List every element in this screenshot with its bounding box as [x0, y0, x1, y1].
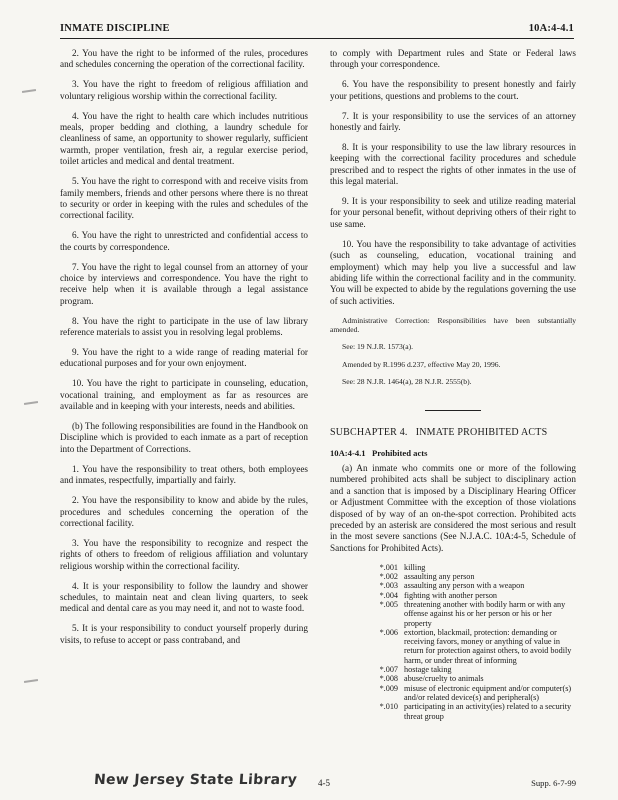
list-item	[356, 572, 576, 581]
subchapter-heading: SUBCHAPTER 4. INMATE PROHIBITED ACTS	[330, 427, 548, 439]
section-paragraph: (a) An inmate who commits one or more of the following numbered prohibited acts shall be subject to disciplinary action and a sanction that is imposed by a Disciplinary Hearing Officer or Adjustment Committee with the exception of those violations disposed of by way of an on-the-spot correction. Prohibited acts preceded by an asterisk are considered the most serious and result in the most severe sanctions (See N.J.A.C. 10A:4-5, Schedule of Sanctions for Prohibited Acts).	[330, 463, 576, 553]
list-item	[356, 665, 576, 674]
act-code: *.006	[379, 627, 398, 637]
act-description: hostage taking	[404, 665, 452, 675]
page-footer	[60, 772, 576, 794]
right-column	[330, 48, 576, 721]
paragraph-continuation: to comply with Department rules and State or Federal laws through your correspondence.	[330, 48, 576, 70]
act-code: *.008	[379, 674, 398, 684]
paragraph: 2. You have the right to be informed of the rules, procedures and schedules concerning the operation of the correctional facility.	[60, 48, 308, 70]
paragraph: 10. You have the right to participate in counseling, education, vocational training, and employment as far as resources are available and in keeping with your interests, needs and abilities.	[60, 378, 308, 412]
act-description: fighting with another person	[404, 590, 498, 600]
act-description: misuse of electronic equipment and/or computer(s) and/or related device(s) and peripheral(s)	[404, 683, 572, 702]
header-section-number: 10A:4-4.1	[528, 23, 574, 34]
act-description: assaulting any person	[404, 572, 475, 582]
act-description: extortion, blackmail, protection: demanding or receiving favors, money or anything of value in return for protection against others, to avoid bodily harm, or under threat of informing	[404, 627, 572, 665]
margin-mark	[24, 679, 38, 683]
list-item	[356, 674, 576, 683]
running-header	[60, 22, 574, 39]
paragraph: 8. You have the right to participate in the use of law library reference materials to assist you in resolving legal problems.	[60, 315, 308, 338]
act-description: assaulting any person with a weapon	[404, 581, 525, 591]
list-item	[356, 581, 576, 590]
list-item	[356, 702, 576, 721]
paragraph: (b) The following responsibilities are found in the Handbook on Discipline which is provided to each inmate as a part of reception into the Department of Corrections.	[60, 421, 308, 454]
paragraph: 6. You have the responsibility to present honestly and fairly your petitions, questions and problems to the court.	[330, 79, 576, 101]
history-note: Amended by R.1996 d.237, effective May 20, 1996.	[342, 359, 501, 369]
margin-mark	[22, 89, 36, 93]
list-item	[356, 591, 576, 600]
paragraph: 9. You have the right to a wide range of reading material for educational purposes and for your own enjoyment.	[60, 347, 308, 369]
list-item	[356, 684, 576, 703]
paragraph: 8. It is your responsibility to use the law library resources in keeping with the correctional facility procedures and schedule prescribed and to respect the rights of other inmates in the use of this legal material.	[330, 141, 576, 187]
paragraph: 10. You have the responsibility to take advantage of activities (such as counseling, education, vocational training and employment) which may help you live a successful and law abiding life within the correctional facility and in the community. You will be expected to abide by the regulations governing the use of such activities.	[330, 238, 576, 306]
header-chapter-title: INMATE DISCIPLINE	[60, 23, 170, 34]
paragraph: 2. You have the responsibility to know and abide by the rules, procedures and schedules concerning the operation of the correctional facility.	[60, 495, 308, 528]
act-description: threatening another with bodily harm or with any offense against his or her person or his or her property	[404, 599, 566, 628]
supplement-date: Supp. 6-7-99	[531, 778, 576, 788]
paragraph: 7. It is your responsibility to use the services of an attorney honestly and fairly.	[330, 110, 576, 133]
history-note: Administrative Correction: Responsibilities have been substantially amended.	[330, 315, 576, 334]
paragraph: 3. You have the right to freedom of religious affiliation and voluntary religious worship within the correctional facility.	[60, 79, 308, 101]
paragraph: 4. You have the right to health care which includes nutritious meals, proper bedding and clothing, a laundry schedule for cleanliness of same, an opportunity to shower regularly, sufficient warmth, proper ventilation, fresh air, a regular exercise period, toilet articles and medical and dental treatment.	[60, 110, 308, 167]
paragraph: 5. It is your responsibility to conduct yourself properly during visits, to refuse to accept or pass contraband, and	[60, 623, 308, 645]
paragraph: 1. You have the responsibility to treat others, both employees and inmates, respectfully, impartially and fairly.	[60, 463, 308, 486]
paragraph: 4. It is your responsibility to follow the laundry and shower schedules, to maintain neat and clean living quarters, to seek medical and dental care as you may need it, and not to waste food.	[60, 580, 308, 614]
act-description: killing	[404, 562, 426, 572]
history-note: See: 28 N.J.R. 1464(a), 28 N.J.R. 2555(b).	[342, 377, 472, 387]
act-code: *.009	[379, 683, 398, 693]
paragraph: 5. You have the right to correspond with and receive visits from family members, friends and other persons where there is no threat to security or order in keeping with the rules and schedules of the correctional facility.	[60, 176, 308, 221]
section-divider	[425, 410, 481, 411]
left-column	[60, 48, 308, 655]
act-code: *.003	[379, 581, 398, 591]
act-code: *.005	[379, 599, 398, 609]
act-description: abuse/cruelty to animals	[404, 674, 484, 684]
margin-mark	[24, 401, 38, 405]
page-number: 4-5	[318, 778, 330, 788]
act-description: participating in an activity(ies) related to a security threat group	[404, 702, 572, 721]
act-code: *.002	[379, 572, 398, 582]
paragraph: 9. It is your responsibility to seek and utilize reading material for your personal benefit, without depriving others of their right to use same.	[330, 196, 576, 229]
library-stamp-logo: New Jersey State Library	[93, 772, 298, 788]
history-note: See: 19 N.J.R. 1573(a).	[342, 342, 414, 352]
list-item	[356, 563, 576, 572]
paragraph: 7. You have the right to legal counsel from an attorney of your choice by interviews and correspondence. You have the right to receive help when it is available through a legal assistance program.	[60, 261, 308, 306]
paragraph: 6. You have the right to unrestricted and confidential access to the courts by correspondence.	[60, 230, 308, 252]
section-heading: 10A:4-4.1 Prohibited acts	[330, 447, 428, 458]
act-code: *.010	[379, 702, 398, 712]
list-item	[356, 600, 576, 628]
act-code: *.007	[379, 665, 398, 675]
act-code: *.001	[379, 562, 398, 572]
history-notes	[330, 316, 576, 387]
list-item	[356, 628, 576, 665]
paragraph: 3. You have the responsibility to recognize and respect the rights of others to freedom of religious affiliation and voluntary religious worship within the correctional facility.	[60, 537, 308, 571]
prohibited-acts-list	[356, 563, 576, 721]
act-code: *.004	[379, 590, 398, 600]
